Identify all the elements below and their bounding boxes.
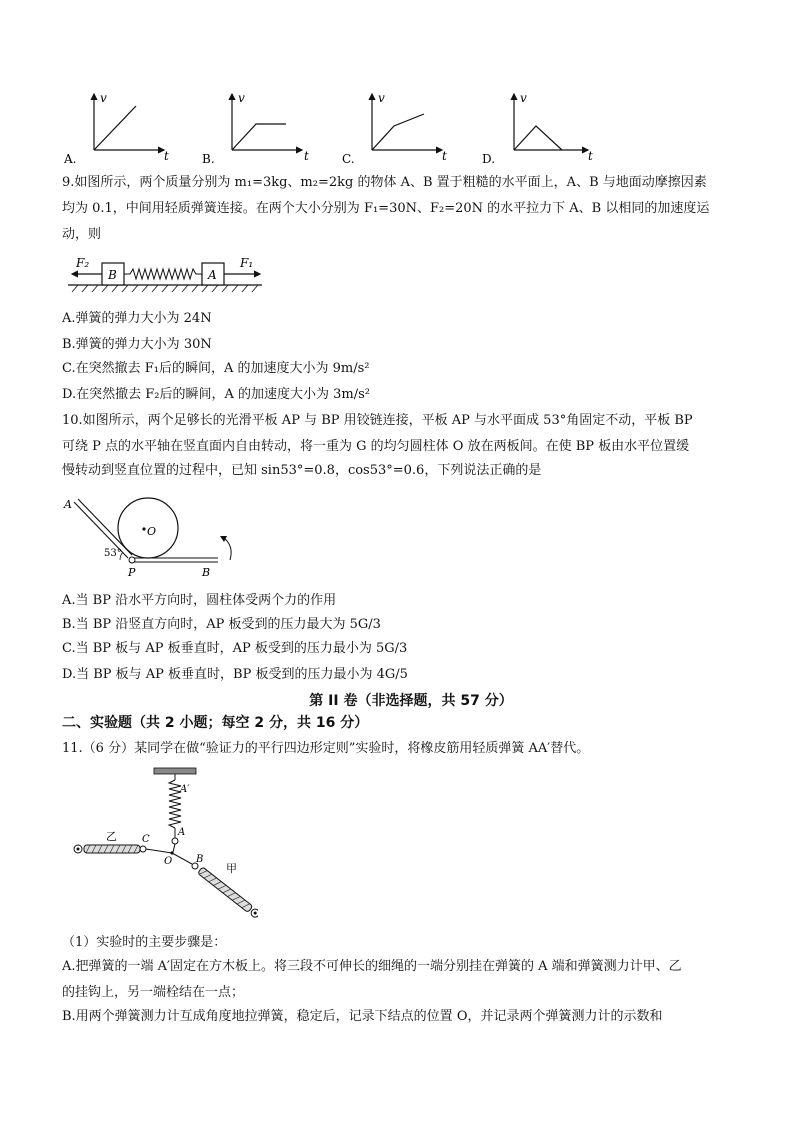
label-a: A xyxy=(178,827,186,838)
q9-option-d: D.在突然撤去 F₂后的瞬间，A 的加速度大小为 3m/s² xyxy=(62,387,370,402)
axis-v-label: v xyxy=(238,91,245,105)
axis-v-label: v xyxy=(100,91,107,105)
q10-stem-line3: 慢转动到竖直位置的过程中，已知 sin53°=0.8，cos53°=0.6，下列说法正确的是 xyxy=(62,463,542,478)
cylinder-center-dot xyxy=(142,527,145,530)
label-o: O xyxy=(147,525,157,538)
q10-option-a: A.当 BP 沿水平方向时，圆柱体受两个力的作用 xyxy=(62,593,337,608)
q9-stem-line2: 均为 0.1，中间用轻质弹簧连接。在两个大小分别为 F₁=30N、F₂=20N 的水平拉力下 A、B 以相同的加速度运 xyxy=(62,201,710,216)
label-p: P xyxy=(128,566,136,579)
label-o: O xyxy=(164,856,173,867)
axis-t-label: t xyxy=(304,149,309,163)
q11-spring-scale-figure xyxy=(68,766,258,926)
q9-option-b: B.弹簧的弹力大小为 30N xyxy=(62,337,212,352)
angle-label: 53° xyxy=(104,548,122,559)
force-f2-label: F₂ xyxy=(76,256,90,270)
q10-cylinder-figure xyxy=(62,488,252,580)
q11-step-b-line1: B.用两个弹簧测力计互成角度地拉弹簧，稳定后，记录下结点的位置 O，并记录两个弹簧测力计的示数和 xyxy=(62,1009,663,1024)
rotation-arrow xyxy=(224,538,231,560)
q11-step-a-line1: A.把弹簧的一端 A′固定在方木板上。将三段不可伸长的细绳的一端分别挂在弹簧的 A 端和弹簧测力计甲、乙 xyxy=(62,959,682,974)
axis-v-label: v xyxy=(520,91,527,105)
graph-d xyxy=(482,91,593,166)
graph-label-b: B. xyxy=(202,152,215,166)
axis-t-label: t xyxy=(442,149,447,163)
q11-step-title: （1）实验时的主要步骤是： xyxy=(62,935,227,950)
part2-title: 第 II 卷（非选择题，共 57 分） xyxy=(309,693,513,709)
hinge-p xyxy=(129,557,135,563)
ground-hatch xyxy=(72,285,258,292)
q9-option-a: A.弹簧的弹力大小为 24N xyxy=(62,311,212,326)
label-jia: 甲 xyxy=(226,862,237,875)
hook-c xyxy=(140,846,146,852)
block-a-label: A xyxy=(208,268,217,282)
q11-step-a-line2: 的挂钩上，另一端栓结在一点； xyxy=(62,985,245,1000)
block-b-label: B xyxy=(108,268,117,282)
force-f1-label: F₁ xyxy=(240,256,254,270)
label-b: B xyxy=(202,566,211,579)
label-b: B xyxy=(196,854,204,865)
q11-stem-line1: 11.（6 分）某同学在做“验证力的平行四边形定则”实验时，将橡皮筋用轻质弹簧 AA′替代。 xyxy=(62,741,590,756)
graph-a xyxy=(63,91,169,166)
vt-graph-figure xyxy=(60,88,620,168)
graph-label-a: A. xyxy=(64,152,77,166)
q10-stem-line2: 可绕 P 点的水平轴在竖直面内自由转动，将一重为 G 的均匀圆柱体 O 放在两板间。在使 BP 板由水平位置缓 xyxy=(62,439,690,454)
section-heading: 二、实验题（共 2 小题；每空 2 分，共 16 分） xyxy=(62,715,369,731)
graph-label-d: D. xyxy=(482,152,496,166)
graph-b xyxy=(202,91,309,166)
q9-stem-line1: 9.如图所示，两个质量分别为 m₁=3kg、m₂=2kg 的物体 A、B 置于粗糙的水平面上，A、B 与地面动摩擦因素 xyxy=(62,175,707,190)
end-a-ring xyxy=(172,838,178,844)
q10-option-d: D.当 BP 板与 AP 板垂直时，BP 板受到的压力最小为 4G/5 xyxy=(62,667,408,682)
axis-t-label: t xyxy=(164,149,169,163)
spring xyxy=(124,269,202,279)
label-c: C xyxy=(142,834,150,845)
q9-option-c: C.在突然撤去 F₁后的瞬间，A 的加速度大小为 9m/s² xyxy=(62,361,370,376)
fixed-board xyxy=(154,768,196,774)
q10-option-c: C.当 BP 板与 AP 板垂直时，AP 板受到的压力最小为 5G/3 xyxy=(62,641,408,656)
axis-t-label: t xyxy=(588,149,593,163)
q10-stem-line1: 10.如图所示，两个足够长的光滑平板 AP 与 BP 用铰链连接，平板 AP 与水平面成 53°角固定不动，平板 BP xyxy=(62,413,693,428)
label-a: A xyxy=(64,498,72,511)
q9-stem-line3: 动，则 xyxy=(62,227,102,242)
graph-c xyxy=(342,91,447,166)
q10-option-b: B.当 BP 沿竖直方向时，AP 板受到的压力最大为 5G/3 xyxy=(62,617,381,632)
label-yi: 乙 xyxy=(106,830,117,843)
graph-label-c: C. xyxy=(342,152,355,166)
label-a-prime: A′ xyxy=(180,784,190,795)
q9-spring-blocks-figure xyxy=(64,254,274,300)
axis-v-label: v xyxy=(378,91,385,105)
